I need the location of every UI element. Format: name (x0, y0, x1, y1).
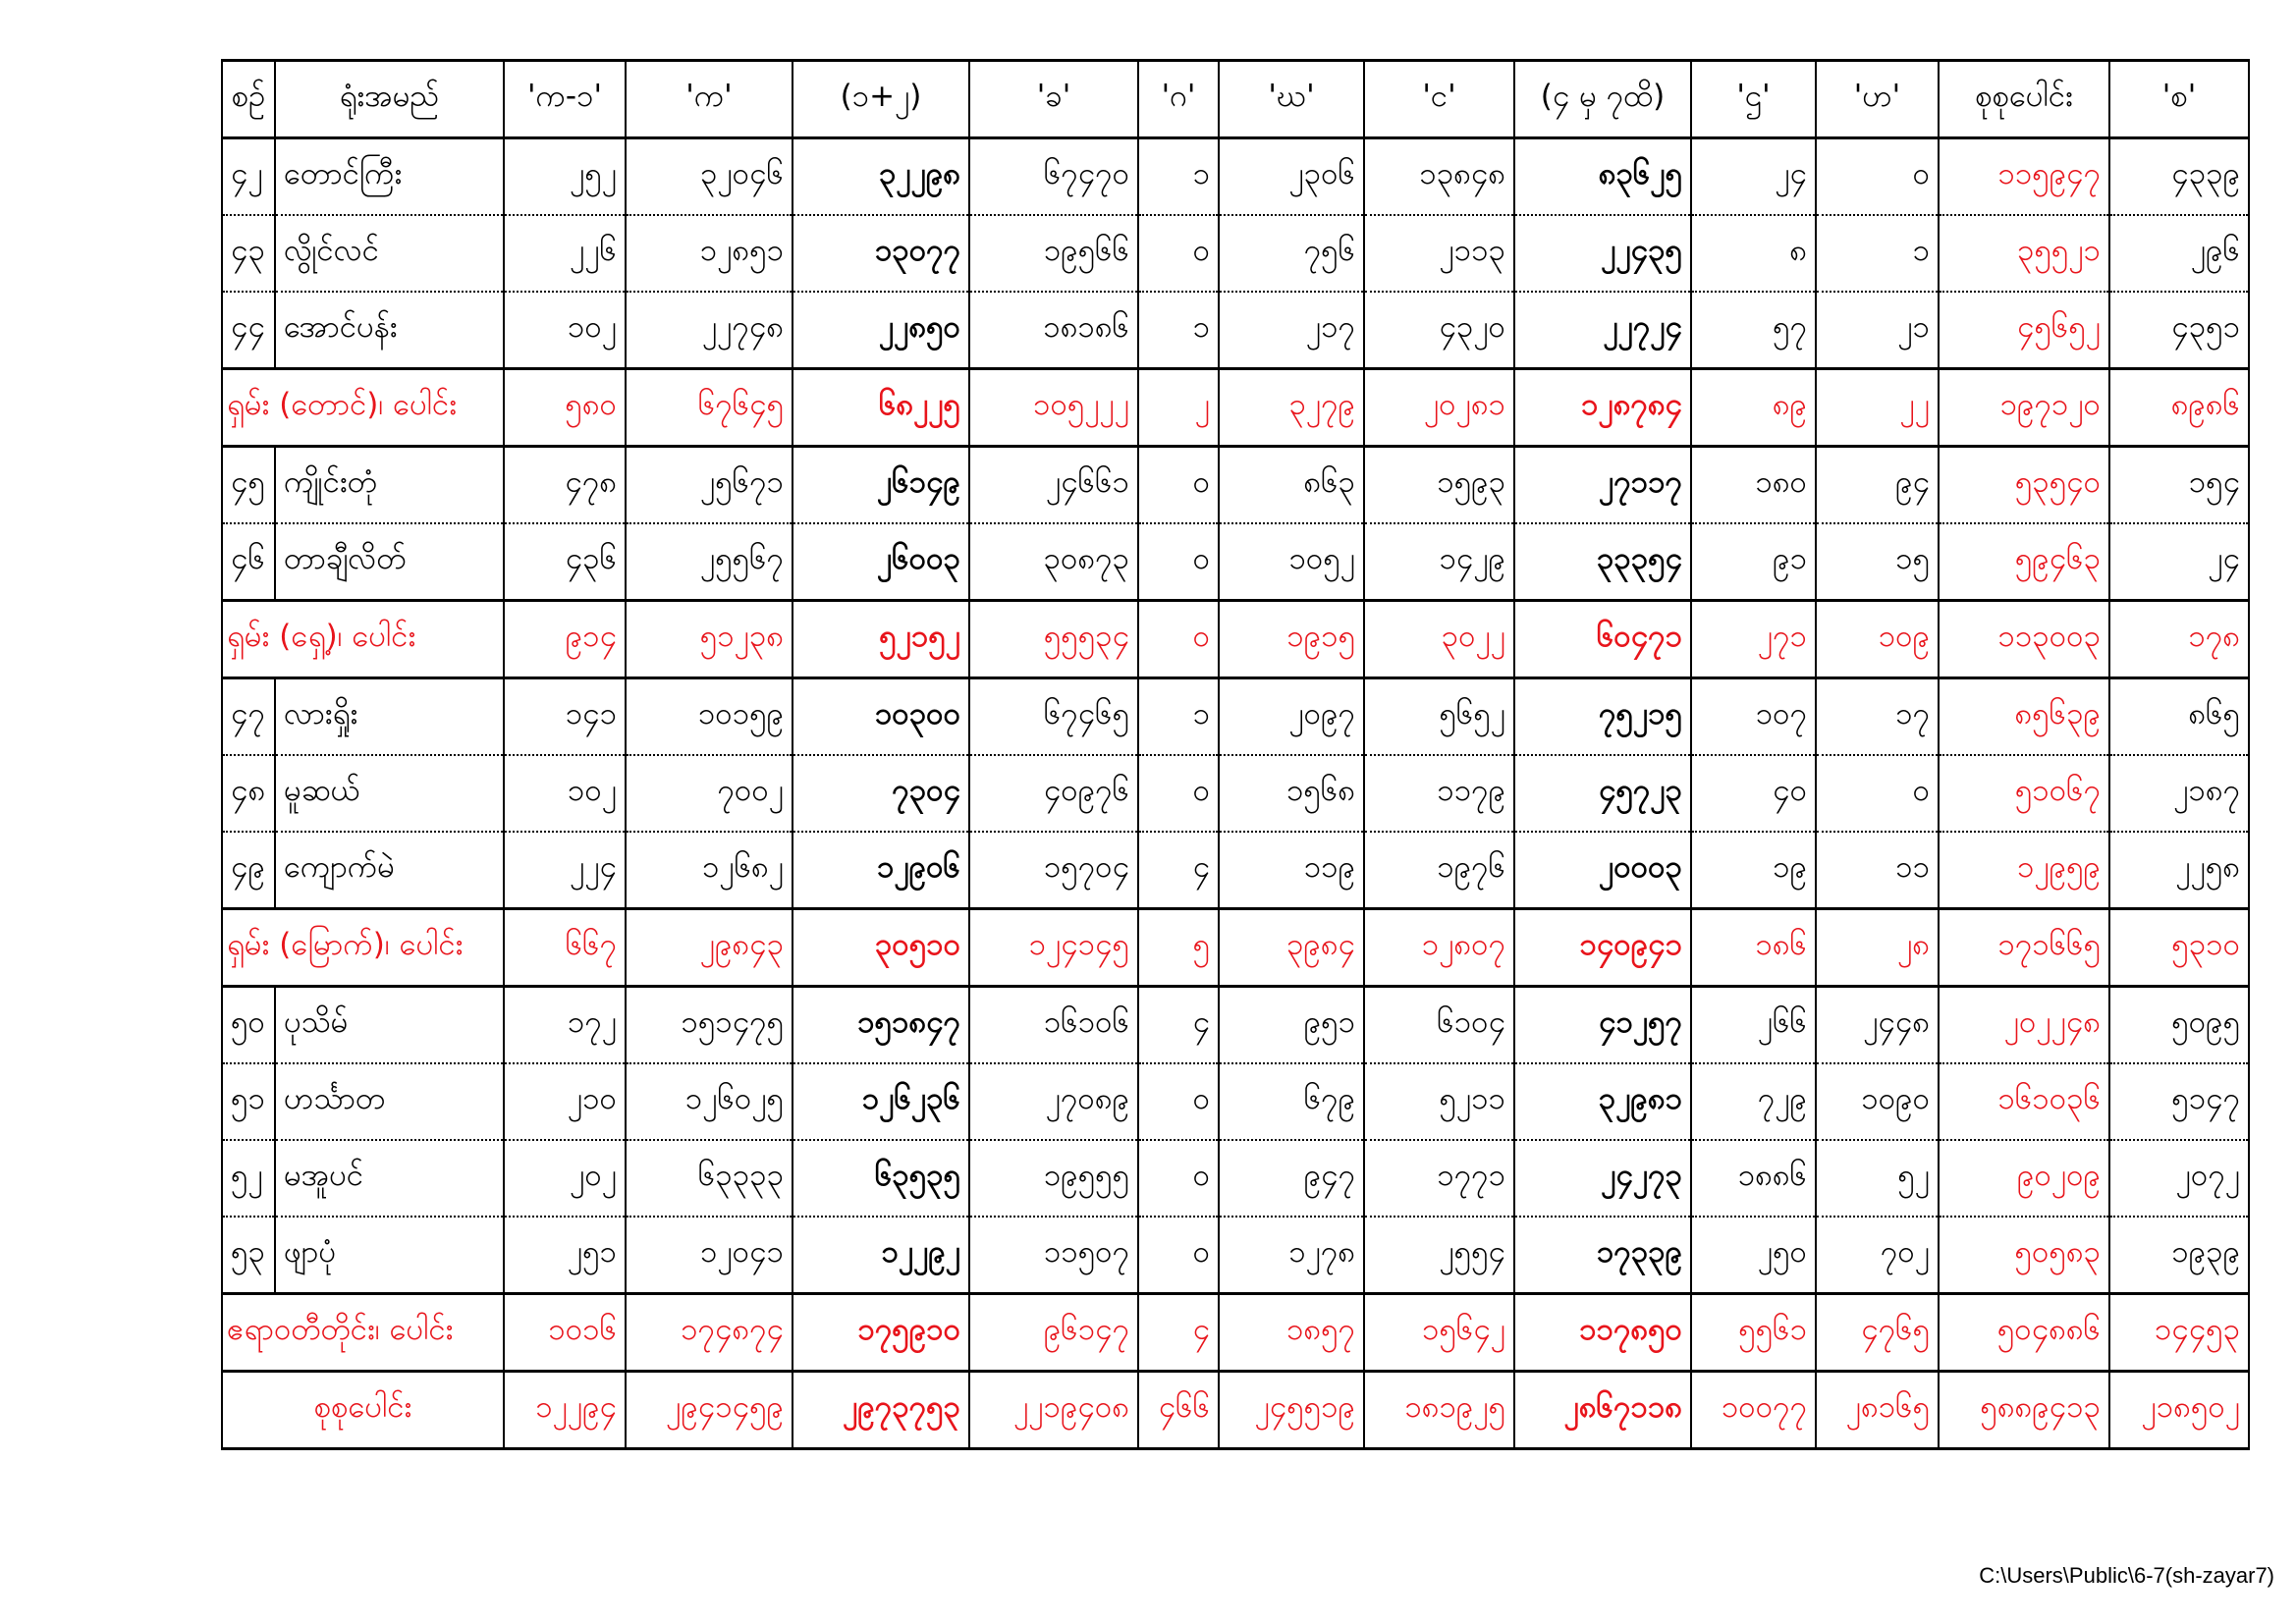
table-cell: ၁၅၁၄၇၅ (626, 987, 793, 1064)
table-cell: ၁၂၆၀၂၅ (626, 1063, 793, 1140)
table-cell: ၁၉၇၆ (1364, 832, 1514, 909)
table-cell: ၅၁၄၇ (2109, 1063, 2249, 1140)
table-cell: ၂၂၅၈ (2109, 832, 2249, 909)
table-cell: ၁၁၇၈၅၀ (1514, 1294, 1691, 1372)
table-cell: ၅၁၂၃၈ (626, 601, 793, 678)
office-name: ကျိုင်းတုံ (275, 447, 504, 524)
column-header: 'ခ' (969, 61, 1138, 138)
table-cell: ၁၈၆ (1691, 909, 1816, 987)
table-cell: ၁၂၂၉၄ (504, 1372, 626, 1449)
table-cell: ၅၀၉၅ (2109, 987, 2249, 1064)
table-cell: ၁၂၈၅၁ (626, 215, 793, 292)
table-cell: ၂၅၀ (1691, 1217, 1816, 1294)
table-cell: ၀ (1138, 447, 1219, 524)
table-cell: ၆၆၇ (504, 909, 626, 987)
column-header: 'ဃ' (1219, 61, 1364, 138)
table-cell: ၁၃၈၄၈ (1364, 138, 1514, 216)
table-cell: ၁၂၈၀၇ (1364, 909, 1514, 987)
table-row (222, 1140, 2249, 1217)
table-cell: ၁၅၆၈ (1219, 755, 1364, 832)
row-label: စုစုပေါင်း (222, 1372, 504, 1449)
table-cell: ၂၃၀၆ (1219, 138, 1364, 216)
table-row (222, 1063, 2249, 1140)
table-cell: ၄ (1138, 987, 1219, 1064)
table-cell: ၂၈၁၆၅ (1816, 1372, 1939, 1449)
subtotal-row (222, 369, 2249, 447)
table-cell: ၄၃၆ (504, 523, 626, 601)
table-cell: ၁၈၁၈၆ (969, 292, 1138, 369)
office-name: ကျောက်မဲ (275, 832, 504, 909)
office-name: ဖျာပုံ (275, 1217, 504, 1294)
table-cell: ၃၂၀၄၆ (626, 138, 793, 216)
table-cell: ၁၂၆၂၃၆ (793, 1063, 969, 1140)
table-cell: ၃၃၃၅၄ (1514, 523, 1691, 601)
table-cell: ၂၅၆၇၁ (626, 447, 793, 524)
subtotal-row (222, 909, 2249, 987)
column-header: 'ဌ' (1691, 61, 1816, 138)
row-number: ၅၃ (222, 1217, 275, 1294)
table-cell: ၄၇၈ (504, 447, 626, 524)
table-cell: ၁၇ (1816, 678, 1939, 756)
office-name: အောင်ပန်း (275, 292, 504, 369)
table-cell: ၁၂၄၁၄၅ (969, 909, 1138, 987)
table-cell: ၄၀၉၇၆ (969, 755, 1138, 832)
table-cell: ၅၅၅၃၄ (969, 601, 1138, 678)
table-cell: ၉၀၂၀၉ (1939, 1140, 2109, 1217)
table-cell: ၂၂၇၄၈ (626, 292, 793, 369)
table-cell: ၆၇၄၇၀ (969, 138, 1138, 216)
table-cell: ၄ (1138, 1294, 1219, 1372)
column-header: 'က' (626, 61, 793, 138)
table-cell: ၁၀၅၂ (1219, 523, 1364, 601)
table-cell: ၁၅ (1816, 523, 1939, 601)
table-cell: ၄၅၇၂၃ (1514, 755, 1691, 832)
table-cell: ၄၅၆၅၂ (1939, 292, 2109, 369)
office-name: တောင်ကြီး (275, 138, 504, 216)
ledger-table (221, 59, 2250, 1450)
table-cell: ၁၂၂၉၂ (793, 1217, 969, 1294)
table-cell: ၃၂၇၉ (1219, 369, 1364, 447)
table-cell: ၁၀၀၇၇ (1691, 1372, 1816, 1449)
table-cell: ၆၇၉ (1219, 1063, 1364, 1140)
row-label: ရှမ်း (မြောက်)၊ ပေါင်း (222, 909, 504, 987)
table-row (222, 447, 2249, 524)
table-cell: ၆၀၄၇၁ (1514, 601, 1691, 678)
table-row (222, 523, 2249, 601)
table-cell: ၈၃၆၂၅ (1514, 138, 1691, 216)
row-number: ၄၈ (222, 755, 275, 832)
table-cell: ၁၈၀ (1691, 447, 1816, 524)
table-cell: ၅၁၀၆၇ (1939, 755, 2109, 832)
table-cell: ၇၀၀၂ (626, 755, 793, 832)
table-cell: ၂၀၂၂၄၈ (1939, 987, 2109, 1064)
table-cell: ၁၄၁ (504, 678, 626, 756)
table-cell: ၄၇၆၅ (1816, 1294, 1939, 1372)
column-header: (၁+၂) (793, 61, 969, 138)
office-name: လားရှိုး (275, 678, 504, 756)
table-cell: ၁၅၇၀၄ (969, 832, 1138, 909)
table-cell: ၅၈၈၉၄၁၃ (1939, 1372, 2109, 1449)
subtotal-row (222, 601, 2249, 678)
table-cell: ၁၁၇၉ (1364, 755, 1514, 832)
table-cell: ၁၉၃၉ (2109, 1217, 2249, 1294)
table-cell: ၂၄၂၇၃ (1514, 1140, 1691, 1217)
row-number: ၄၃ (222, 215, 275, 292)
table-cell: ၆၃၅၃၅ (793, 1140, 969, 1217)
table-cell: ၇၅၂၁၅ (1514, 678, 1691, 756)
table-cell: ၅ (1138, 909, 1219, 987)
table-cell: ၂၄၅၅၁၉ (1219, 1372, 1364, 1449)
row-label: ရှမ်း (ရှေ့)၊ ပေါင်း (222, 601, 504, 678)
table-cell: ၁၁၃၀၀၃ (1939, 601, 2109, 678)
row-label: ဧရာဝတီတိုင်း၊ ပေါင်း (222, 1294, 504, 1372)
table-cell: ၅၀၄၈၈၆ (1939, 1294, 2109, 1372)
table-row (222, 832, 2249, 909)
column-header: 'ဟ' (1816, 61, 1939, 138)
row-number: ၄၂ (222, 138, 275, 216)
table-cell: ၁၉၅၅၅ (969, 1140, 1138, 1217)
column-header: 'စ' (2109, 61, 2249, 138)
table-cell: ၂၁၈၇ (2109, 755, 2249, 832)
row-number: ၄၅ (222, 447, 275, 524)
table-cell: ၂၉၇၃၇၅၃ (793, 1372, 969, 1449)
column-header: ရုံးအမည် (275, 61, 504, 138)
table-cell: ၁ (1138, 678, 1219, 756)
table-cell: ၈၆၃ (1219, 447, 1364, 524)
table-cell: ၂၁၇ (1219, 292, 1364, 369)
table-cell: ၂၀၂ (504, 1140, 626, 1217)
table-cell: ၂၅၅၆၇ (626, 523, 793, 601)
table-cell: ၁၂၆၈၂ (626, 832, 793, 909)
table-cell: ၂၅၂ (504, 138, 626, 216)
table-cell: ၃၉၈၄ (1219, 909, 1364, 987)
file-path-footer: C:\Users\Public\6-7(sh-zayar7) (1979, 1563, 2274, 1588)
table-cell: ၁၁၅၀၇ (969, 1217, 1138, 1294)
table-cell: ၁၂၈၇၈၄ (1514, 369, 1691, 447)
table-cell: ၂၄ (1691, 138, 1816, 216)
table-cell: ၂၄၆၆၁ (969, 447, 1138, 524)
table-cell: ၀ (1138, 1140, 1219, 1217)
table-cell: ၂၁၈၅၀၂ (2109, 1372, 2249, 1449)
column-header: စုစုပေါင်း (1939, 61, 2109, 138)
table-cell: ၂၁၀ (504, 1063, 626, 1140)
column-header: 'က-၁' (504, 61, 626, 138)
table-cell: ၈၅၆၃၉ (1939, 678, 2109, 756)
table-cell: ၂၉၄၁၄၅၉ (626, 1372, 793, 1449)
table-cell: ၉၁ (1691, 523, 1816, 601)
table-cell: ၂၁၁၃ (1364, 215, 1514, 292)
table-cell: ၅၂၁၅၂ (793, 601, 969, 678)
table-cell: ၁၅၉၃ (1364, 447, 1514, 524)
table-cell: ၃၂၂၉၈ (793, 138, 969, 216)
table-row (222, 987, 2249, 1064)
table-cell: ၈၉၈၆ (2109, 369, 2249, 447)
table-cell: ၃၀၈၇၃ (969, 523, 1138, 601)
table-cell: ၁၇၄၈၇၄ (626, 1294, 793, 1372)
table-cell: ၄ (1138, 832, 1219, 909)
table-cell: ၈၉ (1691, 369, 1816, 447)
table-cell: ၄၀ (1691, 755, 1816, 832)
table-cell: ၄၃၃၉ (2109, 138, 2249, 216)
table-cell: ၁၂၉၀၆ (793, 832, 969, 909)
column-header: 'င' (1364, 61, 1514, 138)
table-cell: ၁၁၅၉၄၇ (1939, 138, 2109, 216)
row-number: ၄၄ (222, 292, 275, 369)
table-row (222, 678, 2249, 756)
table-cell: ၅၉၄၆၃ (1939, 523, 2109, 601)
table-cell: ၃၂၉၈၁ (1514, 1063, 1691, 1140)
table-cell: ၁၄၂၉ (1364, 523, 1514, 601)
table-cell: ၆၈၂၂၅ (793, 369, 969, 447)
table-cell: ၁၀၃၀၀ (793, 678, 969, 756)
table-cell: ၁၉၇၁၂၀ (1939, 369, 2109, 447)
table-cell: ၂၂၁၉၄၀၈ (969, 1372, 1138, 1449)
table-cell: ၄၃၂၀ (1364, 292, 1514, 369)
table-cell: ၂၀၂၈၁ (1364, 369, 1514, 447)
table-cell: ၂၂၇၂၄ (1514, 292, 1691, 369)
table-cell: ၁ (1816, 215, 1939, 292)
table-cell: ၁၃၀၇၇ (793, 215, 969, 292)
table-cell: ၂၂၄၃၅ (1514, 215, 1691, 292)
table-cell: ၇၀၂ (1816, 1217, 1939, 1294)
table-cell: ၂၇၁၁၇ (1514, 447, 1691, 524)
table-cell: ၀ (1138, 601, 1219, 678)
table-cell: ၉၁၄ (504, 601, 626, 678)
column-header: 'ဂ' (1138, 61, 1219, 138)
table-cell: ၂၅၁ (504, 1217, 626, 1294)
table-cell: ၁၆၁၀၆ (969, 987, 1138, 1064)
table-cell: ၂၀၀၀၃ (1514, 832, 1691, 909)
table-cell: ၁၅၆၄၂ (1364, 1294, 1514, 1372)
table-cell: ၀ (1138, 523, 1219, 601)
table-cell: ၂၂၄ (504, 832, 626, 909)
table-cell: ၀ (1138, 1063, 1219, 1140)
table-cell: ၂၉၈၄၃ (626, 909, 793, 987)
table-cell: ၂၆၆ (1691, 987, 1816, 1064)
table-cell: ၁၀၁၅၉ (626, 678, 793, 756)
table-cell: ၁၇၃၃၉ (1514, 1217, 1691, 1294)
table-cell: ၀ (1816, 755, 1939, 832)
row-number: ၅၁ (222, 1063, 275, 1140)
table-cell: ၉၄၇ (1219, 1140, 1364, 1217)
table-cell: ၅၂၁၁ (1364, 1063, 1514, 1140)
table-cell: ၁၀၅၂၂၂ (969, 369, 1138, 447)
table-cell: ၁ (1138, 292, 1219, 369)
table-cell: ၅၂ (1816, 1140, 1939, 1217)
grand-total-row (222, 1372, 2249, 1449)
table-cell: ၅၃၅၄၀ (1939, 447, 2109, 524)
table-cell: ၇၃၀၄ (793, 755, 969, 832)
table-cell: ၁၉ (1691, 832, 1816, 909)
table-cell: ၅၃၁၀ (2109, 909, 2249, 987)
table-cell: ၆၇၄၆၅ (969, 678, 1138, 756)
table-cell: ၄၁၂၅၇ (1514, 987, 1691, 1064)
table-cell: ၀ (1138, 215, 1219, 292)
table-row (222, 292, 2249, 369)
table-cell: ၃၀၂၂ (1364, 601, 1514, 678)
table-cell: ၁၇၂ (504, 987, 626, 1064)
table-cell: ၂၈ (1816, 909, 1939, 987)
table-cell: ၈၆၅ (2109, 678, 2249, 756)
table-row (222, 138, 2249, 216)
table-cell: ၉၅၁ (1219, 987, 1364, 1064)
table-cell: ၇၅၆ (1219, 215, 1364, 292)
table-cell: ၃၅၅၂၁ (1939, 215, 2109, 292)
row-number: ၄၆ (222, 523, 275, 601)
table-cell: ၂၄ (2109, 523, 2249, 601)
table-cell: ၁၄၀၉၄၁ (1514, 909, 1691, 987)
table-cell: ၁၀၂ (504, 292, 626, 369)
table-cell: ၇၂၉ (1691, 1063, 1816, 1140)
table-cell: ၁၀၉၀ (1816, 1063, 1939, 1140)
office-name: ဟင်္သာတ (275, 1063, 504, 1140)
office-name: လွိုင်လင် (275, 215, 504, 292)
table-header-row (222, 61, 2249, 138)
table-cell: ၁၀၉ (1816, 601, 1939, 678)
office-name: တာချီလိတ် (275, 523, 504, 601)
table-cell: ၆၃၃၃၃ (626, 1140, 793, 1217)
table-cell: ၁၄၄၅၃ (2109, 1294, 2249, 1372)
table-cell: ၂၆၁၄၉ (793, 447, 969, 524)
table-cell: ၅၈၀ (504, 369, 626, 447)
table-cell: ၂၁ (1816, 292, 1939, 369)
table-cell: ၉၆၁၄၇ (969, 1294, 1138, 1372)
table-cell: ၀ (1138, 755, 1219, 832)
table-cell: ၁၀၂ (504, 755, 626, 832)
table-cell: ၂၂၆ (504, 215, 626, 292)
row-number: ၄၉ (222, 832, 275, 909)
table-cell: ၅၇ (1691, 292, 1816, 369)
table-cell: ၁၇၅၉၁၀ (793, 1294, 969, 1372)
office-name: မအူပင် (275, 1140, 504, 1217)
table-cell: ၁၀၁၆ (504, 1294, 626, 1372)
row-number: ၅၀ (222, 987, 275, 1064)
table-cell: ၂၀၇၂ (2109, 1140, 2249, 1217)
table-cell: ၁၁၉ (1219, 832, 1364, 909)
table-cell: ၆၇၆၄၅ (626, 369, 793, 447)
table-row (222, 755, 2249, 832)
table-cell: ၃၀၅၁၀ (793, 909, 969, 987)
table-cell: ၁၈၁၉၂၅ (1364, 1372, 1514, 1449)
table-row (222, 215, 2249, 292)
table-row (222, 1217, 2249, 1294)
table-cell: ၂၇၁ (1691, 601, 1816, 678)
table-cell: ၁၉၅၆၆ (969, 215, 1138, 292)
table-cell: ၂၇၀၈၉ (969, 1063, 1138, 1140)
table-cell: ၁၇၇၁ (1364, 1140, 1514, 1217)
table-cell: ၆၁၀၄ (1364, 987, 1514, 1064)
table-cell: ၁၇၁၆၆၅ (1939, 909, 2109, 987)
table-cell: ၄၆၆ (1138, 1372, 1219, 1449)
table-cell: ၁၂၇၈ (1219, 1217, 1364, 1294)
table-cell: ၅၀၅၈၃ (1939, 1217, 2109, 1294)
table-cell: ၁၀၇ (1691, 678, 1816, 756)
table-cell: ၁၇၈ (2109, 601, 2249, 678)
subtotal-row (222, 1294, 2249, 1372)
table-cell: ၈ (1691, 215, 1816, 292)
table-cell: ၁၈၅၇ (1219, 1294, 1364, 1372)
table-cell: ၁၆၁၀၃၆ (1939, 1063, 2109, 1140)
office-name: မူဆယ် (275, 755, 504, 832)
table-cell: ၁၅၁၈၄၇ (793, 987, 969, 1064)
table-cell: ၂၈၆၇၁၁၈ (1514, 1372, 1691, 1449)
table-cell: ၁၂၀၄၁ (626, 1217, 793, 1294)
row-label: ရှမ်း (တောင်)၊ ပေါင်း (222, 369, 504, 447)
table-cell: ၂၉၆ (2109, 215, 2249, 292)
table-cell: ၂၆၀၀၃ (793, 523, 969, 601)
table-cell: ၉၄ (1816, 447, 1939, 524)
table-cell: ၂၂၈၅၀ (793, 292, 969, 369)
table-cell: ၂၅၅၄ (1364, 1217, 1514, 1294)
table-cell: ၀ (1816, 138, 1939, 216)
table-cell: ၅၅၆၁ (1691, 1294, 1816, 1372)
table-cell: ၅၆၅၂ (1364, 678, 1514, 756)
table-cell: ၁ (1138, 138, 1219, 216)
table-cell: ၂ (1138, 369, 1219, 447)
column-header: (၄ မှ ၇ထိ) (1514, 61, 1691, 138)
table-cell: ၁၁ (1816, 832, 1939, 909)
table-cell: ၁၅၄ (2109, 447, 2249, 524)
table-cell: ၂၂ (1816, 369, 1939, 447)
table-cell: ၁၂၉၅၉ (1939, 832, 2109, 909)
office-name: ပုသိမ် (275, 987, 504, 1064)
column-header: စဉ် (222, 61, 275, 138)
row-number: ၄၇ (222, 678, 275, 756)
table-cell: ၁၈၈၆ (1691, 1140, 1816, 1217)
table-cell: ၂၄၄၈ (1816, 987, 1939, 1064)
table-cell: ၁၉၁၅ (1219, 601, 1364, 678)
table-cell: ၀ (1138, 1217, 1219, 1294)
table-cell: ၄၃၅၁ (2109, 292, 2249, 369)
table-cell: ၂၀၉၇ (1219, 678, 1364, 756)
row-number: ၅၂ (222, 1140, 275, 1217)
